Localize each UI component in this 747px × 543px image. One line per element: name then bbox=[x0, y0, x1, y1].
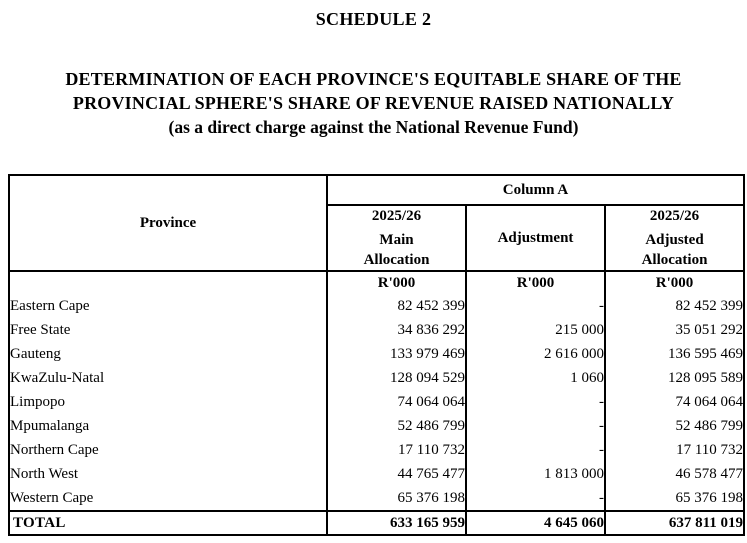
total-row bbox=[9, 511, 744, 535]
province-name: Limpopo bbox=[9, 390, 327, 414]
adjustment-header: Adjustment bbox=[466, 205, 605, 271]
main-allocation-line2: Allocation bbox=[363, 252, 430, 268]
adjusted-allocation-value: 74 064 064 bbox=[605, 390, 744, 414]
total-adjusted-allocation: 637 811 019 bbox=[605, 511, 744, 535]
adjusted-allocation-value: 136 595 469 bbox=[605, 342, 744, 366]
province-name: Western Cape bbox=[9, 486, 327, 511]
adjusted-allocation-year: 2025/26 bbox=[649, 208, 700, 224]
main-allocation-value: 133 979 469 bbox=[327, 342, 466, 366]
allocation-table bbox=[8, 174, 745, 536]
adjusted-allocation-value: 35 051 292 bbox=[605, 318, 744, 342]
table-row bbox=[9, 486, 744, 511]
province-name: Northern Cape bbox=[9, 438, 327, 462]
table-row bbox=[9, 438, 744, 462]
schedule-title: SCHEDULE 2 bbox=[315, 9, 432, 29]
table-row bbox=[9, 294, 744, 318]
table-row bbox=[9, 462, 744, 486]
province-name: Free State bbox=[9, 318, 327, 342]
adjusted-allocation-value: 128 095 589 bbox=[605, 366, 744, 390]
main-allocation-line1: Main bbox=[379, 232, 414, 248]
province-name: Gauteng bbox=[9, 342, 327, 366]
adjustment-value: - bbox=[466, 438, 605, 462]
adjusted-allocation-value: 65 376 198 bbox=[605, 486, 744, 511]
main-allocation-value: 82 452 399 bbox=[327, 294, 466, 318]
main-allocation-value: 44 765 477 bbox=[327, 462, 466, 486]
adjusted-allocation-value: 17 110 732 bbox=[605, 438, 744, 462]
main-allocation-header bbox=[327, 205, 466, 271]
main-allocation-value: 52 486 799 bbox=[327, 414, 466, 438]
table-row bbox=[9, 318, 744, 342]
heading-line-2: PROVINCIAL SPHERE'S SHARE OF REVENUE RAISED NATIONALLY bbox=[72, 93, 675, 113]
province-name: Mpumalanga bbox=[9, 414, 327, 438]
adjusted-allocation-header bbox=[605, 205, 744, 271]
province-name: Eastern Cape bbox=[9, 294, 327, 318]
adjustment-value: 1 060 bbox=[466, 366, 605, 390]
province-name: KwaZulu-Natal bbox=[9, 366, 327, 390]
adjustment-value: - bbox=[466, 390, 605, 414]
main-allocation-year: 2025/26 bbox=[371, 208, 422, 224]
adjustment-value: 2 616 000 bbox=[466, 342, 605, 366]
adjusted-allocation-line2: Allocation bbox=[641, 252, 708, 268]
table-row bbox=[9, 342, 744, 366]
total-label: TOTAL bbox=[9, 511, 327, 535]
main-allocation-value: 17 110 732 bbox=[327, 438, 466, 462]
adjusted-unit: R'000 bbox=[605, 271, 744, 294]
adjusted-allocation-line1: Adjusted bbox=[645, 232, 704, 248]
adjustment-value: - bbox=[466, 486, 605, 511]
main-allocation-value: 74 064 064 bbox=[327, 390, 466, 414]
adjustment-unit: R'000 bbox=[466, 271, 605, 294]
adjustment-value: - bbox=[466, 294, 605, 318]
main-allocation-value: 65 376 198 bbox=[327, 486, 466, 511]
column-a-header: Column A bbox=[327, 175, 744, 205]
adjusted-allocation-value: 52 486 799 bbox=[605, 414, 744, 438]
unit-row-blank bbox=[9, 271, 327, 294]
adjustment-value: - bbox=[466, 414, 605, 438]
table-row bbox=[9, 366, 744, 390]
province-column-header: Province bbox=[9, 175, 327, 271]
table-row bbox=[9, 414, 744, 438]
adjustment-value: 1 813 000 bbox=[466, 462, 605, 486]
adjustment-value: 215 000 bbox=[466, 318, 605, 342]
main-allocation-value: 34 836 292 bbox=[327, 318, 466, 342]
table-row bbox=[9, 390, 744, 414]
adjusted-allocation-value: 82 452 399 bbox=[605, 294, 744, 318]
total-adjustment: 4 645 060 bbox=[466, 511, 605, 535]
main-unit: R'000 bbox=[327, 271, 466, 294]
adjusted-allocation-value: 46 578 477 bbox=[605, 462, 744, 486]
document-heading bbox=[0, 67, 747, 139]
heading-line-1: DETERMINATION OF EACH PROVINCE'S EQUITABLE SHARE OF THE bbox=[65, 69, 682, 89]
province-name: North West bbox=[9, 462, 327, 486]
heading-line-3: (as a direct charge against the National Revenue Fund) bbox=[168, 117, 579, 137]
main-allocation-value: 128 094 529 bbox=[327, 366, 466, 390]
total-main-allocation: 633 165 959 bbox=[327, 511, 466, 535]
